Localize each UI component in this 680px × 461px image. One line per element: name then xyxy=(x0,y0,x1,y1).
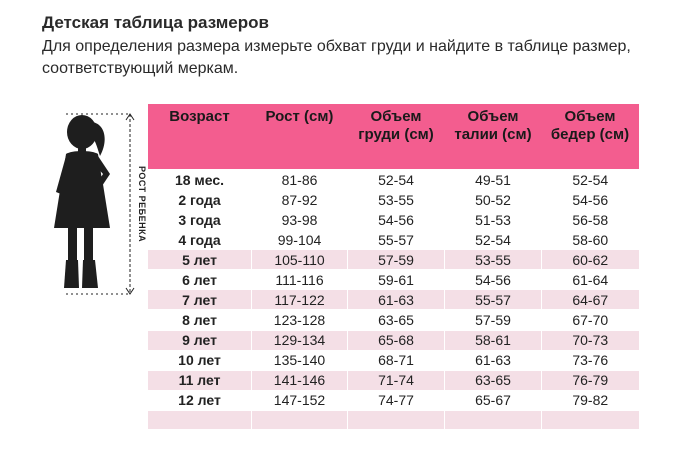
cell-age: 18 мес. xyxy=(148,170,252,190)
cell-waist: 57-59 xyxy=(445,310,542,330)
table-header-row xyxy=(148,104,639,170)
cell-waist: 63-65 xyxy=(445,370,542,390)
col-header-waist: Объем талии (см) xyxy=(445,104,542,170)
cell-waist: 65-67 xyxy=(445,390,542,410)
cell-chest: 63-65 xyxy=(348,310,445,330)
cell-waist: 54-56 xyxy=(445,270,542,290)
table-row xyxy=(148,390,639,410)
cell-empty xyxy=(348,410,445,429)
cell-waist: 52-54 xyxy=(445,230,542,250)
cell-waist: 53-55 xyxy=(445,250,542,270)
cell-empty xyxy=(252,410,348,429)
table-row xyxy=(148,290,639,310)
cell-chest: 68-71 xyxy=(348,350,445,370)
cell-empty xyxy=(542,410,639,429)
cell-height: 81-86 xyxy=(252,170,348,190)
col-header-age: Возраст xyxy=(148,104,252,170)
cell-age: 3 года xyxy=(148,210,252,230)
size-table xyxy=(147,104,639,429)
cell-waist: 49-51 xyxy=(445,170,542,190)
cell-height: 99-104 xyxy=(252,230,348,250)
cell-chest: 55-57 xyxy=(348,230,445,250)
cell-hips: 52-54 xyxy=(542,170,639,190)
table-row xyxy=(148,170,639,190)
cell-waist: 55-57 xyxy=(445,290,542,310)
cell-height: 117-122 xyxy=(252,290,348,310)
cell-age: 2 года xyxy=(148,190,252,210)
cell-waist: 58-61 xyxy=(445,330,542,350)
cell-hips: 67-70 xyxy=(542,310,639,330)
table-row xyxy=(148,330,639,350)
cell-age: 11 лет xyxy=(148,370,252,390)
cell-height: 147-152 xyxy=(252,390,348,410)
cell-hips: 79-82 xyxy=(542,390,639,410)
table-row xyxy=(148,210,639,230)
cell-height: 87-92 xyxy=(252,190,348,210)
cell-height: 111-116 xyxy=(252,270,348,290)
cell-age: 6 лет xyxy=(148,270,252,290)
page-subtitle: Для определения размера измерьте обхват груди и найдите в таблице размер, соответствующий меркам. xyxy=(42,38,631,77)
cell-height: 105-110 xyxy=(252,250,348,270)
cell-empty xyxy=(445,410,542,429)
cell-chest: 54-56 xyxy=(348,210,445,230)
cell-waist: 51-53 xyxy=(445,210,542,230)
cell-hips: 61-64 xyxy=(542,270,639,290)
cell-height: 93-98 xyxy=(252,210,348,230)
cell-age: 4 года xyxy=(148,230,252,250)
cell-chest: 57-59 xyxy=(348,250,445,270)
cell-height: 123-128 xyxy=(252,310,348,330)
cell-empty xyxy=(148,410,252,429)
cell-hips: 70-73 xyxy=(542,330,639,350)
cell-waist: 61-63 xyxy=(445,350,542,370)
cell-waist: 50-52 xyxy=(445,190,542,210)
cell-hips: 54-56 xyxy=(542,190,639,210)
cell-hips: 73-76 xyxy=(542,350,639,370)
cell-age: 9 лет xyxy=(148,330,252,350)
table-row xyxy=(148,350,639,370)
col-header-chest: Объем груди (см) xyxy=(348,104,445,170)
table-row xyxy=(148,230,639,250)
cell-hips: 56-58 xyxy=(542,210,639,230)
table-row xyxy=(148,190,639,210)
table-empty-row xyxy=(148,410,639,429)
page-title: Детская таблица размеров xyxy=(42,13,269,32)
cell-hips: 60-62 xyxy=(542,250,639,270)
cell-age: 8 лет xyxy=(148,310,252,330)
cell-chest: 52-54 xyxy=(348,170,445,190)
child-silhouette-icon xyxy=(48,110,148,300)
cell-age: 7 лет xyxy=(148,290,252,310)
cell-height: 141-146 xyxy=(252,370,348,390)
cell-chest: 61-63 xyxy=(348,290,445,310)
cell-hips: 58-60 xyxy=(542,230,639,250)
cell-hips: 64-67 xyxy=(542,290,639,310)
cell-age: 5 лет xyxy=(148,250,252,270)
table-row xyxy=(148,270,639,290)
cell-hips: 76-79 xyxy=(542,370,639,390)
cell-chest: 74-77 xyxy=(348,390,445,410)
cell-chest: 59-61 xyxy=(348,270,445,290)
cell-age: 12 лет xyxy=(148,390,252,410)
col-header-height: Рост (см) xyxy=(252,104,348,170)
cell-chest: 53-55 xyxy=(348,190,445,210)
height-axis-label: РОСТ РЕБЕНКА xyxy=(137,165,147,243)
table-row xyxy=(148,370,639,390)
table-row xyxy=(148,310,639,330)
col-header-hips: Объем бедер (см) xyxy=(542,104,639,170)
table-row xyxy=(148,250,639,270)
cell-height: 129-134 xyxy=(252,330,348,350)
cell-height: 135-140 xyxy=(252,350,348,370)
cell-chest: 65-68 xyxy=(348,330,445,350)
cell-age: 10 лет xyxy=(148,350,252,370)
cell-chest: 71-74 xyxy=(348,370,445,390)
